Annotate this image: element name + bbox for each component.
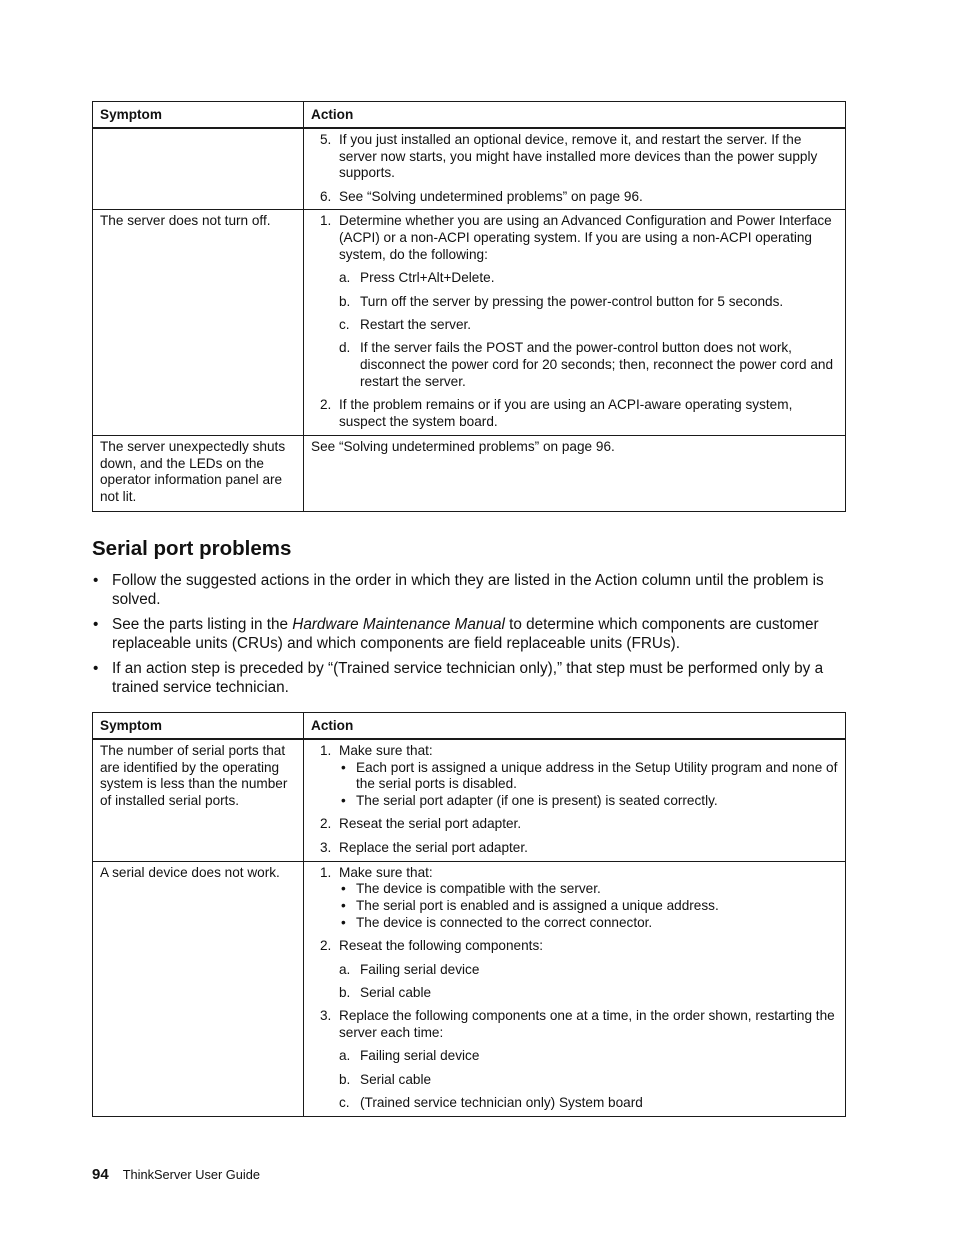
sub-step: c. (Trained service technician only) System board [339,1094,643,1110]
action-steps [311,132,838,206]
table-row [93,128,846,210]
sub-steps [339,1048,838,1111]
action-steps [311,213,838,430]
intro-bullets [92,572,848,704]
bullet-icon: • [341,898,346,914]
action-step: 2. Reseat the following components: a. Failing serial device b. Serial cable [311,938,838,1001]
check-bullets [339,881,838,931]
action-cell [304,128,846,210]
action-cell [304,739,846,861]
sub-step: a. Press Ctrl+Alt+Delete. [339,270,495,286]
bullet-icon: • [341,914,346,930]
table-row [93,861,846,1116]
power-problems-table [92,101,846,512]
section-title: Serial port problems [92,537,292,560]
table-header-row [93,102,846,128]
action-cell [304,210,846,435]
sub-step: a. Failing serial device [339,1048,480,1064]
bullet-icon: • [93,616,99,633]
sub-step: b. Turn off the server by pressing the power-control button for 5 seconds. [339,293,784,309]
list-item: • If an action step is preceded by “(Trained service technician only),” that step must be performed only by a trained service technician. [93,660,824,696]
action-cell: See “Solving undetermined problems” on page 96. [304,435,846,511]
bullet-icon: • [341,881,346,897]
sub-steps [339,962,838,1002]
bullet-icon: • [93,660,99,677]
action-step: 1. Make sure that: • The device is compatible with the server. • The serial port is enabled and is assigned a unique address. • The device is connected to the correct connector. [311,865,838,932]
list-item: • The serial port is enabled and is assigned a unique address. [341,898,719,914]
action-step: 2. Reseat the serial port adapter. [320,816,522,832]
bullet-icon: • [341,759,346,775]
table-row [93,435,846,511]
check-bullets [339,760,838,810]
list-item: • See the parts listing in the Hardware Maintenance Manual to determine which components are customer replaceable units (CRUs) and which components are field replaceable units (FRUs). [93,616,819,652]
symptom-cell [93,128,304,210]
action-step: 6. See “Solving undetermined problems” on page 96. [320,188,643,204]
table-row [93,210,846,435]
action-header: Action [304,713,846,739]
sub-step: c. Restart the server. [339,316,472,332]
serial-port-problems-table [92,712,846,1117]
table-row [93,739,846,861]
list-item: • Each port is assigned a unique address in the Setup Utility program and none of the serial ports is disabled. [341,759,838,792]
list-item: • The serial port adapter (if one is present) is seated correctly. [341,793,718,809]
bullet-icon: • [93,572,99,589]
sub-step: a. Failing serial device [339,961,480,977]
action-step: 1. Make sure that: • Each port is assigned a unique address in the Setup Utility program and none of the serial ports is disabled. • The serial port adapter (if one is present) is seated correctly. [320,742,838,809]
action-step: 5. If you just installed an optional device, remove it, and restart the server. If the server now starts, you might have installed more devices than the power supply supports. [320,131,818,181]
list-item: • The device is connected to the correct connector. [341,914,653,930]
action-steps [311,743,838,857]
sub-step: b. Serial cable [339,984,432,1000]
symptom-header: Symptom [93,713,304,739]
list-item: • Follow the suggested actions in the order in which they are listed in the Action column until the problem is solved. [93,572,824,608]
action-cell [304,861,846,1116]
action-step: 1. Determine whether you are using an Advanced Configuration and Power Interface (ACPI) or a non-ACPI operating system. If you are using a non-ACPI operating system, do the following: a. Press Ctrl+Alt+Delete. b. Turn off the server by pressing the power-control button for 5 seconds. c. Restart the server. d. If the server fails the POST and the power-control button does not work, disconnect the power cord for 20 seconds; then, reconnect the power cord and restart the server. [311,213,838,390]
manual-title: Hardware Maintenance Manual [292,616,505,633]
action-steps [311,865,838,1112]
document-title: ThinkServer User Guide [122,1167,260,1182]
list-item: • The device is compatible with the server. [341,881,601,897]
action-step: 2. If the problem remains or if you are using an ACPI-aware operating system, suspect the system board. [320,397,793,429]
action-step: 3. Replace the following components one at a time, in the order shown, restarting the server each time: a. Failing serial device b. Serial cable c. (Trained service technician only) System board [311,1008,838,1111]
page-number: 94 [92,1166,109,1183]
action-header: Action [304,102,846,128]
sub-step: d. If the server fails the POST and the power-control button does not work, disconnect the power cord for 20 seconds; then, reconnect the power cord and restart the server. [339,340,834,389]
sub-steps [339,270,838,390]
symptom-cell: A serial device does not work. [93,861,304,1116]
symptom-cell: The server does not turn off. [93,210,304,435]
symptom-cell: The server unexpectedly shuts down, and the LEDs on the operator information panel are not lit. [93,435,304,511]
symptom-header: Symptom [93,102,304,128]
table-header-row [93,713,846,739]
bullet-icon: • [341,793,346,809]
symptom-cell: The number of serial ports that are identified by the operating system is less than the number of installed serial ports. [93,739,304,861]
action-step: 3. Replace the serial port adapter. [320,839,528,855]
sub-step: b. Serial cable [339,1071,432,1087]
page-footer [92,1166,260,1184]
